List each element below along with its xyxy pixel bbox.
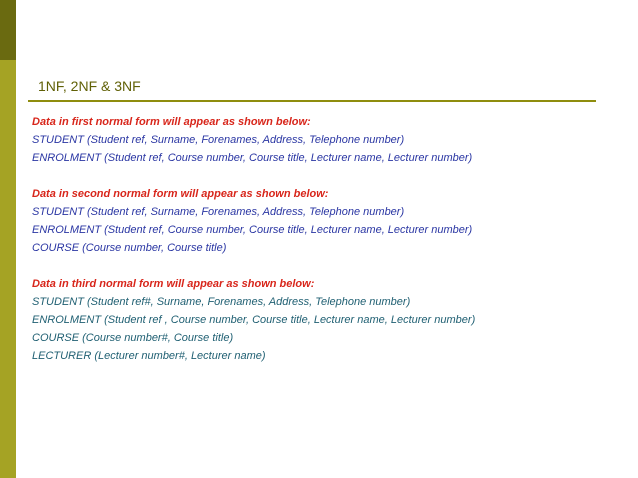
slide-content (32, 113, 622, 383)
section-third-normal-form (32, 275, 622, 365)
table-definition: COURSE (Course number#, Course title) (32, 332, 234, 344)
table-definition: ENROLMENT (Student ref, Course number, Course title, Lecturer name, Lecturer number) (32, 224, 473, 236)
table-definition: STUDENT (Student ref, Surname, Forenames, Address, Telephone number) (32, 206, 405, 218)
section-second-normal-form (32, 185, 622, 257)
section-heading: Data in second normal form will appear as shown below: (32, 188, 329, 200)
table-definition: STUDENT (Student ref#, Surname, Forenames, Address, Telephone number) (32, 296, 411, 308)
table-definition: LECTURER (Lecturer number#, Lecturer name) (32, 350, 266, 362)
slide-title: 1NF, 2NF & 3NF (38, 78, 141, 94)
table-definition: ENROLMENT (Student ref, Course number, Course title, Lecturer name, Lecturer number) (32, 152, 473, 164)
section-first-normal-form (32, 113, 622, 167)
table-definition: STUDENT (Student ref, Surname, Forenames, Address, Telephone number) (32, 134, 405, 146)
left-accent-bar-top (0, 0, 16, 60)
section-heading: Data in third normal form will appear as shown below: (32, 278, 315, 290)
left-accent-bar (0, 0, 16, 478)
title-underline (28, 100, 596, 102)
table-definition: ENROLMENT (Student ref , Course number, Course title, Lecturer name, Lecturer number) (32, 314, 476, 326)
table-definition: COURSE (Course number, Course title) (32, 242, 227, 254)
section-heading: Data in first normal form will appear as shown below: (32, 116, 311, 128)
